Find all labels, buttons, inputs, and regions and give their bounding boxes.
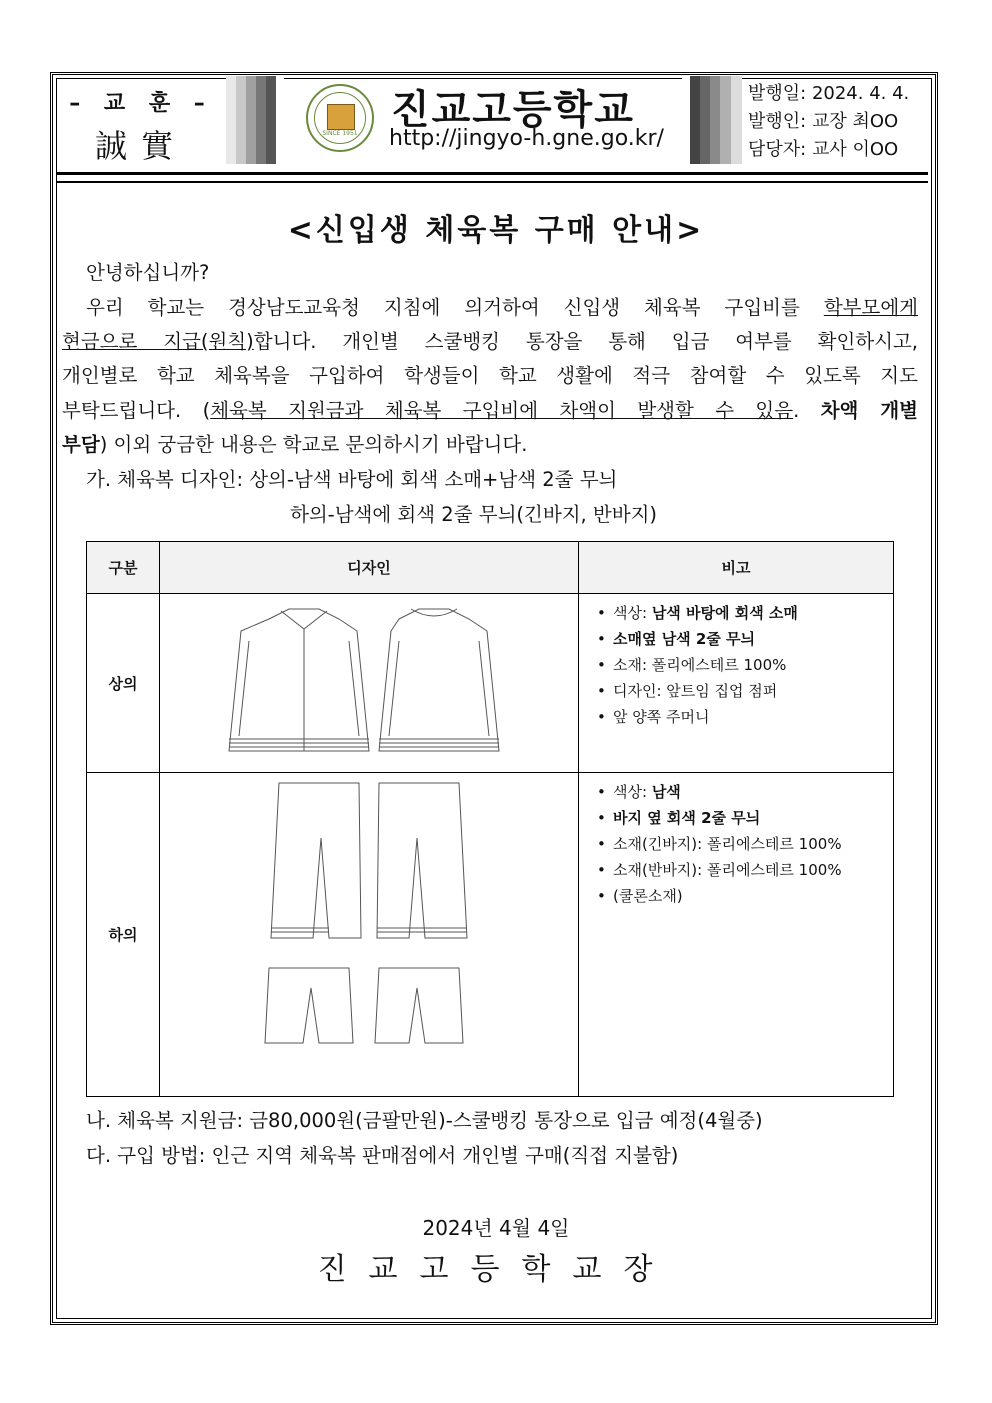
issue-date: 발행일: 2024. 4. 4. xyxy=(748,83,910,104)
body-line-5: 부담) 이외 궁금한 내용은 학교로 문의하시기 바랍니다. xyxy=(62,433,528,456)
issue-info xyxy=(748,80,909,164)
motto-title: – 교 훈 – xyxy=(69,91,213,116)
top-remarks: • 색상: 남색 바탕에 회색 소매 • 소매옆 남색 2줄 무늬 • 소재: 폴리에스테르 100% • 디자인: 앞트임 집업 점퍼 • 앞 양쪽 주머니 xyxy=(579,594,894,773)
signature-name: 진교고등학교장 xyxy=(317,1252,675,1287)
table-header-row xyxy=(87,542,894,594)
motto-text: 誠實 xyxy=(94,127,187,165)
item-da: 다. 구입 방법: 인근 지역 체육복 판매점에서 개인별 구매(직접 지불함) xyxy=(86,1144,679,1167)
pants-illustration xyxy=(160,773,579,1097)
category-bottom: 하의 xyxy=(87,773,160,1097)
page-title: <신입생 체육복 구매 안내> xyxy=(287,213,705,248)
table-row-top xyxy=(87,594,894,773)
body-line-4: 부탁드립니다. (체육복 지원금과 체육복 구입비에 차액이 발생할 수 있음. 차액 개별 xyxy=(62,399,919,422)
jacket-illustration xyxy=(160,594,579,773)
school-url[interactable]: http://jingyo-h.gne.go.kr/ xyxy=(389,126,664,151)
header-divider xyxy=(56,172,928,175)
decorative-gradient-left xyxy=(226,76,284,164)
body-line-3: 개인별로 학교 체육복을 구입하여 학생들이 학교 생활에 적극 참여할 수 있도록 지도 xyxy=(62,364,918,387)
newsletter-header xyxy=(56,76,934,164)
decorative-gradient-right xyxy=(682,76,742,164)
greeting: 안녕하십니까? xyxy=(86,261,210,284)
col-remark: 비고 xyxy=(579,542,894,594)
contact-person: 담당자: 교사 이OO xyxy=(748,139,899,160)
header-divider-2 xyxy=(56,181,928,183)
bottom-remarks: • 색상: 남색 • 바지 옆 회색 2줄 무늬 • 소재(긴바지): 폴리에스테르 100% • 소재(반바지): 폴리에스테르 100% • (쿨론소재) xyxy=(579,773,894,1097)
item-ga-line-2: 하의-남색에 회색 2줄 무늬(긴바지, 반바지) xyxy=(290,503,658,526)
col-category: 구분 xyxy=(87,542,160,594)
school-logo: SINCE 1951 xyxy=(306,84,374,152)
issuer: 발행인: 교장 최OO xyxy=(748,111,899,132)
category-top: 상의 xyxy=(87,594,160,773)
table-row-bottom xyxy=(87,773,894,1097)
school-name: 진교고등학교 xyxy=(391,87,635,133)
school-motto xyxy=(56,76,226,164)
uniform-table xyxy=(86,541,894,1097)
item-ga-line-1: 가. 체육복 디자인: 상의-남색 바탕에 회색 소매+남색 2줄 무늬 xyxy=(86,468,618,491)
jacket-drawing xyxy=(219,601,519,761)
col-design: 디자인 xyxy=(160,542,579,594)
body-line-2: 현금으로 지급(원칙)합니다. 개인별 스쿨뱅킹 통장을 통해 입금 여부를 확인하시고, xyxy=(62,330,918,353)
body-line-1: 우리 학교는 경상남도교육청 지침에 의거하여 신입생 체육복 구입비를 학부모에게 xyxy=(86,296,918,319)
signature-date: 2024년 4월 4일 xyxy=(422,1216,570,1240)
pants-drawing xyxy=(249,778,489,1088)
item-na: 나. 체육복 지원금: 금80,000원(금팔만원)-스쿨뱅킹 통장으로 입금 예정(4월중) xyxy=(86,1109,763,1132)
